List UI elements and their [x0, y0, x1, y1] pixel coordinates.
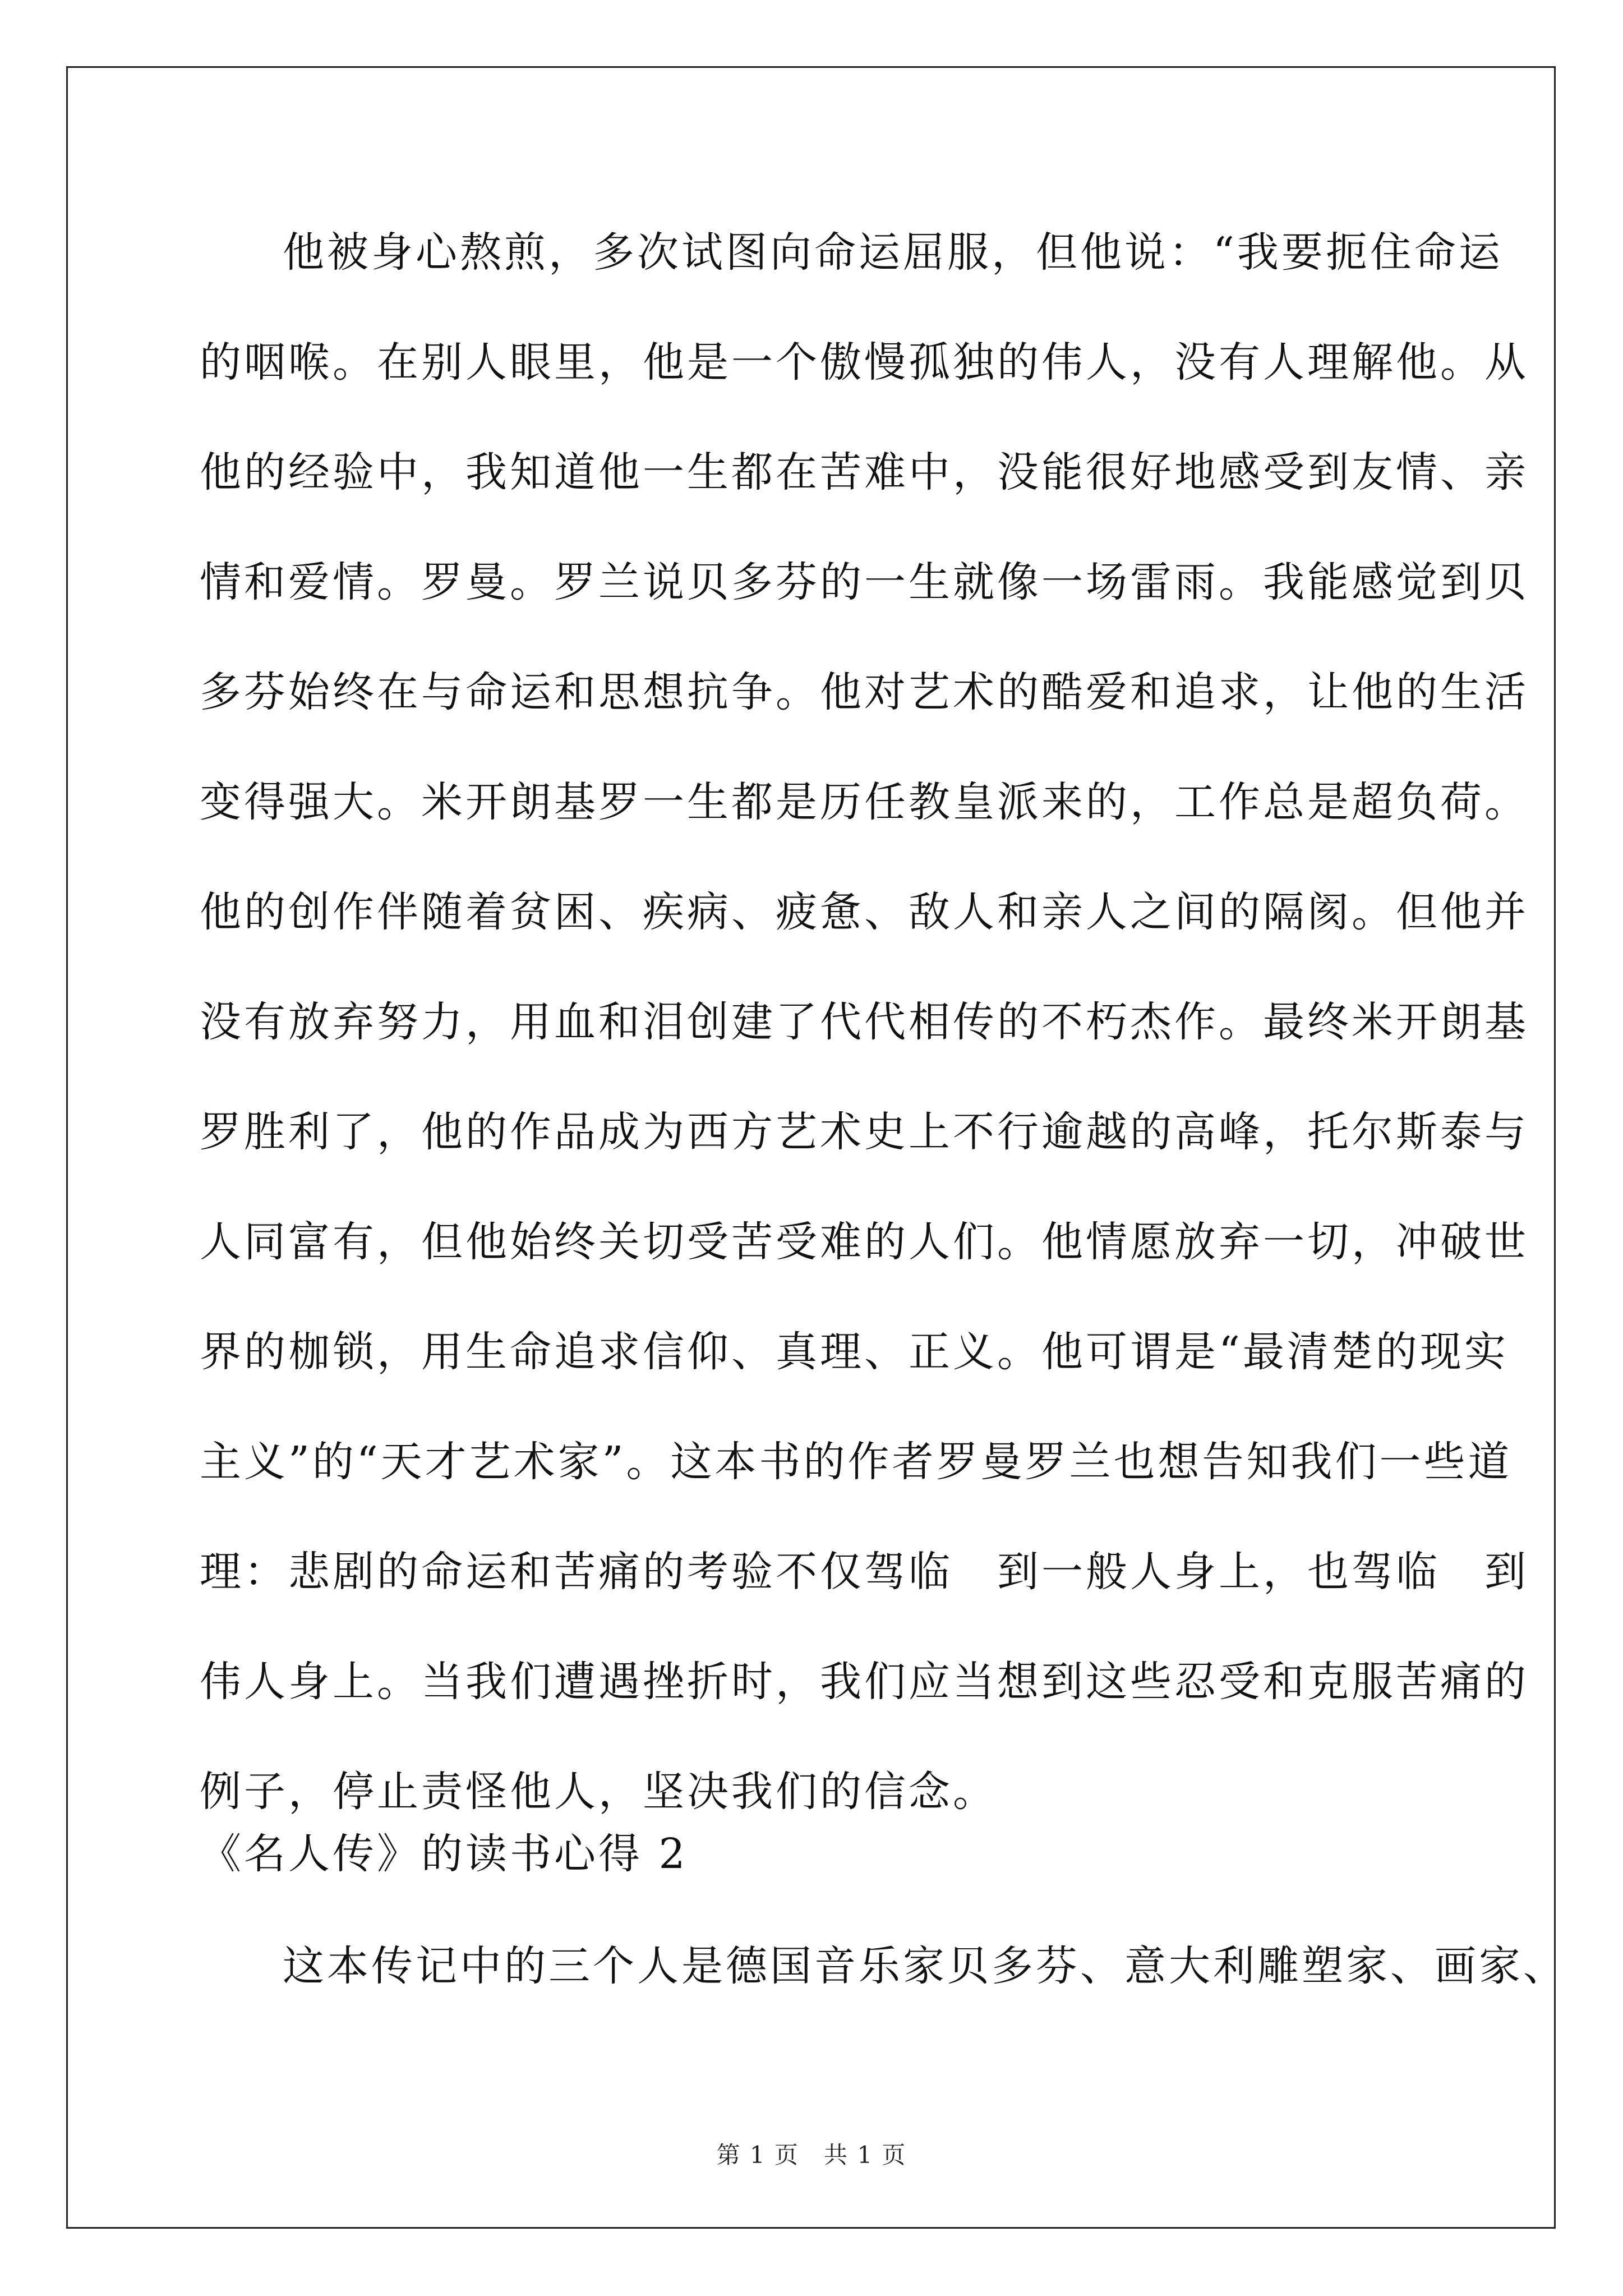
- paragraph-line: 多芬始终在与命运和思想抗争。他对艺术的酷爱和追求，让他的生活: [200, 668, 1529, 716]
- page-footer: 第 1 页 共 1 页: [716, 2141, 907, 2169]
- paragraph-line: 主义”的“天才艺术家”。这本书的作者罗曼罗兰也想告知我们一些道: [200, 1438, 1513, 1486]
- paragraph-line: 他的创作伴随着贫困、疾病、疲惫、敌人和亲人之间的隔阂。但他并: [200, 888, 1529, 936]
- paragraph-line: 变得强大。米开朗基罗一生都是历任教皇派来的，工作总是超负荷。: [200, 778, 1529, 826]
- section-heading: 《名人传》的读书心得 2: [200, 1830, 688, 1878]
- paragraph-line: 人同富有，但他始终关切受苦受难的人们。他情愿放弃一切，冲破世: [200, 1218, 1529, 1266]
- second-paragraph-line: 这本传记中的三个人是德国音乐家贝多芬、意大利雕塑家、画家、: [283, 1942, 1567, 1990]
- paragraph-line: 理：悲剧的命运和苦痛的考验不仅驾临 到一般人身上，也驾临 到: [200, 1548, 1529, 1596]
- paragraph-line: 他的经验中，我知道他一生都在苦难中，没能很好地感受到友情、亲: [200, 448, 1529, 496]
- paragraph-line: 罗胜利了，他的作品成为西方艺术史上不行逾越的高峰，托尔斯泰与: [200, 1108, 1529, 1156]
- paragraph-line: 界的枷锁，用生命追求信仰、真理、正义。他可谓是“最清楚的现实: [200, 1328, 1509, 1376]
- paragraph-line: 伟人身上。当我们遭遇挫折时，我们应当想到这些忍受和克服苦痛的: [200, 1658, 1529, 1706]
- paragraph-line: 没有放弃努力，用血和泪创建了代代相传的不朽杰作。最终米开朗基: [200, 998, 1529, 1046]
- paragraph-line: 的咽喉。在别人眼里，他是一个傲慢孤独的伟人，没有人理解他。从: [200, 338, 1529, 386]
- paragraph-line: 他被身心熬煎，多次试图向命运屈服，但他说：“我要扼住命运: [283, 228, 1503, 277]
- paragraph-line: 例子，停止责怪他人，坚决我们的信念。: [200, 1768, 997, 1816]
- paragraph: [200, 213, 1529, 1862]
- paragraph-line: 情和爱情。罗曼。罗兰说贝多芬的一生就像一场雷雨。我能感觉到贝: [200, 558, 1529, 606]
